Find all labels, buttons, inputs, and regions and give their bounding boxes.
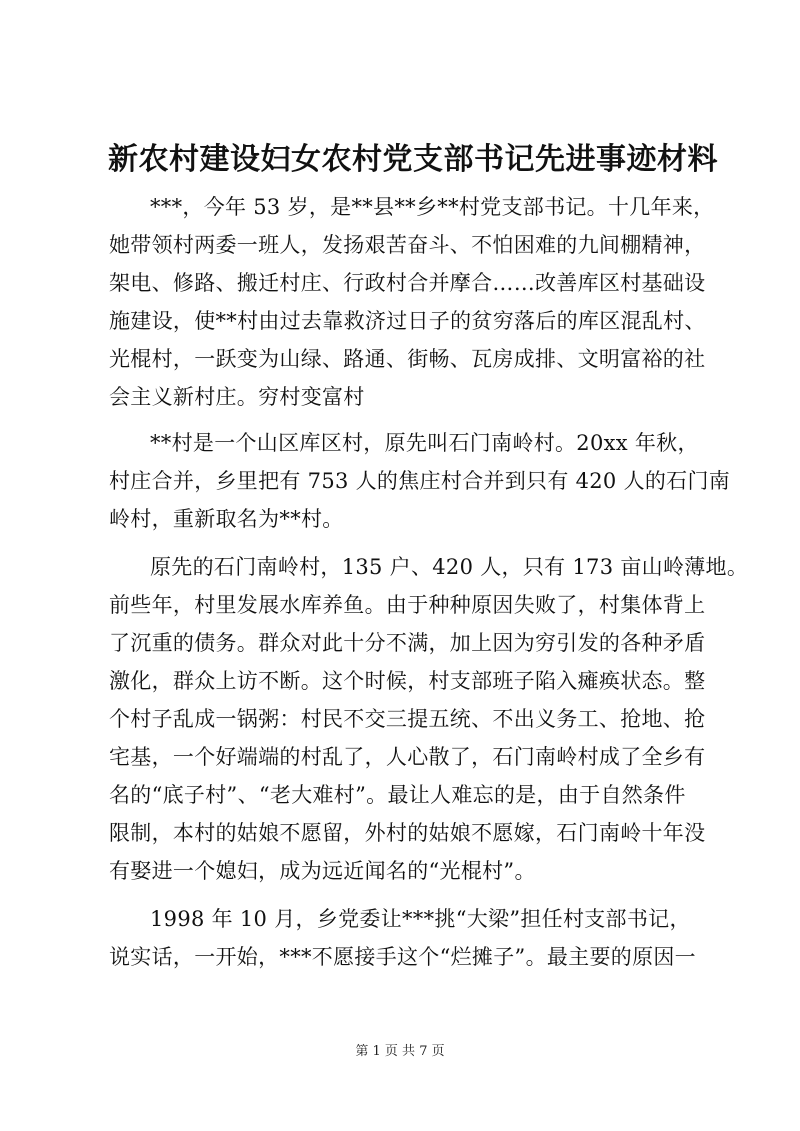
- paragraph-3-line-7: 名的“底子村”、“老大难村”。最让人难忘的是，由于自然条件: [109, 783, 686, 807]
- paragraph-1-line-3: 架电、修路、搬迁村庄、行政村合并摩合……改善库区村基础设: [109, 271, 706, 295]
- paragraph-1-line-2: 她带领村两委一班人，发扬艰苦奋斗、不怕困难的九间棚精神，: [109, 233, 706, 257]
- paragraph-3-line-9: 有娶进一个媳妇，成为远近闻名的“光棍村”。: [109, 859, 536, 883]
- paragraph-2-line-2: 村庄合并，乡里把有 753 人的焦庄村合并到只有 420 人的石门南: [109, 469, 731, 493]
- paragraph-3-line-5: 个村子乱成一锅粥：村民不交三提五统、不出义务工、抢地、抢: [109, 707, 706, 731]
- paragraph-3-line-8: 限制，本村的姑娘不愿留，外村的姑娘不愿嫁，石门南岭十年没: [109, 821, 706, 845]
- paragraph-3-line-2: 前些年，村里发展水库养鱼。由于种种原因失败了，村集体背上: [109, 593, 706, 617]
- paragraph-3-line-3: 了沉重的债务。群众对此十分不满，加上因为穷引发的各种矛盾: [109, 631, 706, 655]
- document-title: 新农村建设妇女农村党支部书记先进事迹材料: [108, 142, 718, 177]
- paragraph-4-line-2: 说实话，一开始，***不愿接手这个“烂摊子”。最主要的原因一: [109, 945, 696, 969]
- paragraph-2-line-1: **村是一个山区库区村，原先叫石门南岭村。20xx 年秋，: [150, 431, 699, 455]
- paragraph-4-line-1: 1998 年 10 月，乡党委让***挑“大梁”担任村支部书记，: [150, 907, 691, 931]
- paragraph-1-line-4: 施建设，使**村由过去靠救济过日子的贫穷落后的库区混乱村、: [109, 309, 706, 333]
- paragraph-1-line-1: ***，今年 53 岁，是**县**乡**村党支部书记。十几年来，: [150, 195, 715, 219]
- paragraph-3-line-6: 宅基，一个好端端的村乱了，人心散了，石门南岭村成了全乡有: [109, 745, 706, 769]
- paragraph-1-line-6: 会主义新村庄。穷村变富村: [109, 385, 365, 409]
- paragraph-1-line-5: 光棍村，一跃变为山绿、路通、街畅、瓦房成排、文明富裕的社: [109, 347, 706, 371]
- page-number-footer: 第 1 页 共 7 页: [355, 1044, 445, 1059]
- paragraph-3-line-4: 激化，群众上访不断。这个时候，村支部班子陷入瘫痪状态。整: [109, 669, 706, 693]
- paragraph-2-line-3: 岭村，重新取名为**村。: [109, 507, 344, 531]
- paragraph-3-line-1: 原先的石门南岭村，135 户、420 人，只有 173 亩山岭薄地。: [150, 555, 749, 579]
